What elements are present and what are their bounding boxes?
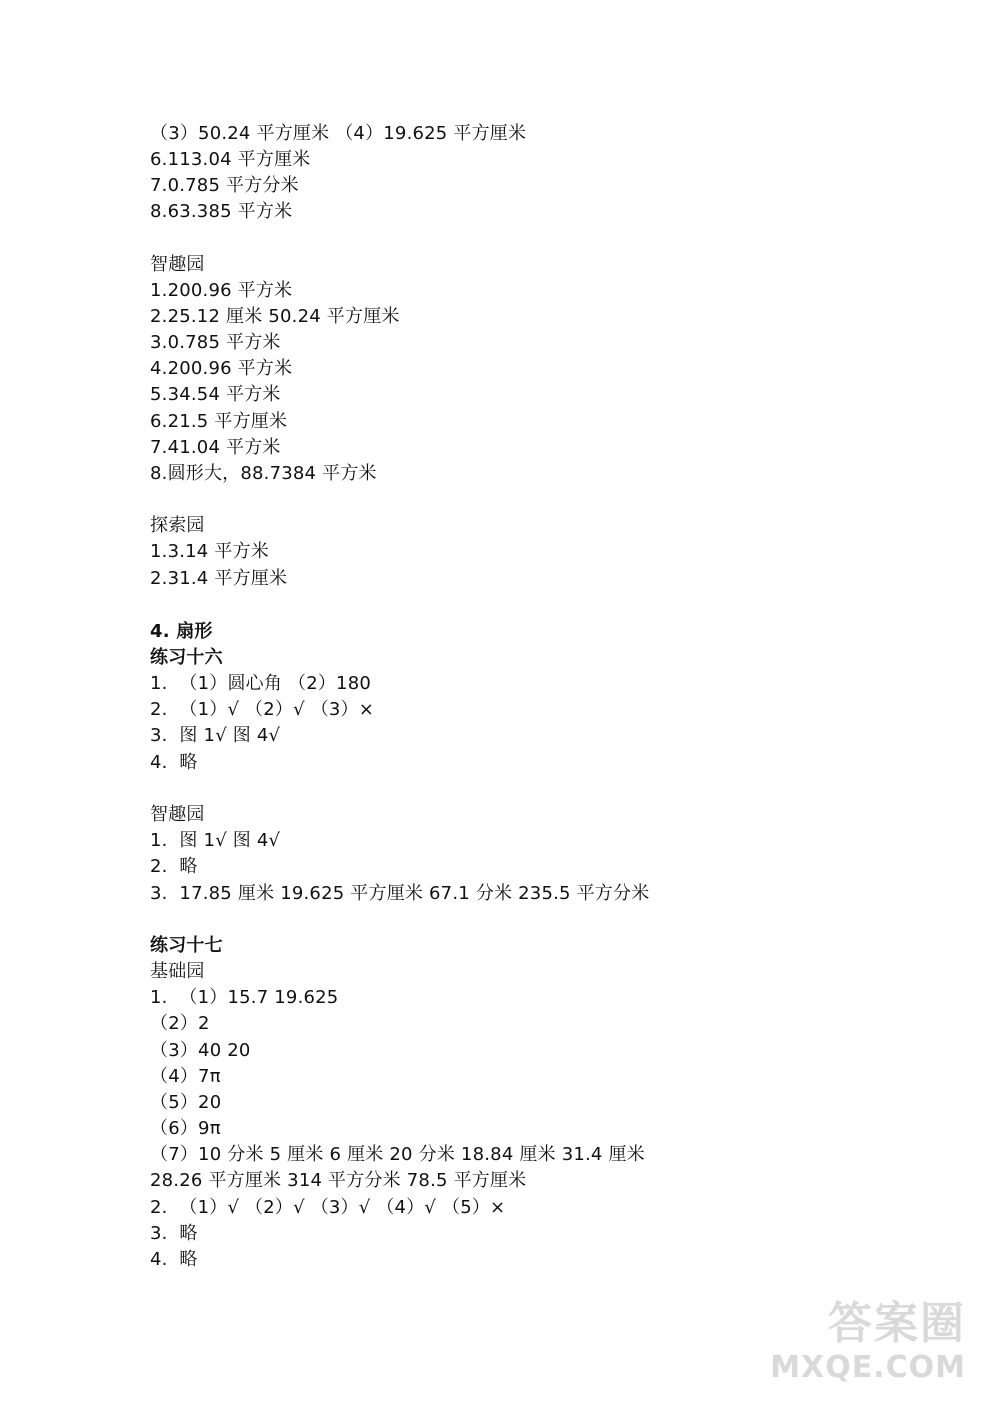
answer-line: （4）7π: [150, 1066, 221, 1087]
answer-line: 3. 略: [150, 1223, 198, 1244]
exercise-title: 练习十七: [150, 935, 223, 956]
answer-line: 4.200.96 平方米: [150, 358, 293, 379]
answer-line: 4. 略: [150, 752, 198, 773]
answer-line: 1.200.96 平方米: [150, 280, 293, 301]
section-heading: 探索园: [150, 515, 205, 536]
answer-line: （7）10 分米 5 厘米 6 厘米 20 分米 18.84 厘米 31.4 厘米: [150, 1144, 645, 1165]
answer-line: 2.31.4 平方厘米: [150, 568, 288, 589]
section-heading: 基础园: [150, 961, 205, 982]
answer-line: （2）2: [150, 1013, 210, 1034]
answer-line: 6.21.5 平方厘米: [150, 411, 288, 432]
answer-line: （5）20: [150, 1092, 222, 1113]
answer-line: 4. 略: [150, 1249, 198, 1270]
section-heading: 智趣园: [150, 254, 205, 275]
answer-line: （6）9π: [150, 1118, 221, 1139]
answer-line: 1. （1）圆心角 （2）180: [150, 673, 371, 694]
watermark-logo: [756, 1298, 966, 1408]
answer-line: 2. 略: [150, 856, 198, 877]
answer-line: 3.0.785 平方米: [150, 332, 281, 353]
watermark-top-text: 答案圈: [828, 1298, 966, 1349]
answer-line: 3. 图 1√ 图 4√: [150, 725, 281, 746]
answer-line: （3）50.24 平方厘米 （4）19.625 平方厘米: [150, 123, 527, 144]
answer-line: 28.26 平方厘米 314 平方分米 78.5 平方厘米: [150, 1170, 527, 1191]
chapter-title: 4. 扇形: [150, 621, 213, 642]
answer-line: 6.113.04 平方厘米: [150, 149, 311, 170]
answer-line: （3）40 20: [150, 1040, 251, 1061]
answer-line: 7.0.785 平方分米: [150, 175, 299, 196]
answer-line: 5.34.54 平方米: [150, 384, 281, 405]
answer-line: 2. （1）√ （2）√ （3）×: [150, 699, 375, 720]
section-heading: 智趣园: [150, 804, 205, 825]
answer-line: 8.63.385 平方米: [150, 201, 293, 222]
answer-line: 7.41.04 平方米: [150, 437, 281, 458]
answer-line: 1. （1）15.7 19.625: [150, 987, 339, 1008]
watermark-bottom-text: MXQE.COM: [770, 1350, 966, 1385]
exercise-title: 练习十六: [150, 647, 223, 668]
answer-line: 2.25.12 厘米 50.24 平方厘米: [150, 306, 400, 327]
answer-line: 8.圆形大，88.7384 平方米: [150, 463, 377, 484]
answer-line: 1. 图 1√ 图 4√: [150, 830, 281, 851]
answer-line: 2. （1）√ （2）√ （3）√ （4）√ （5）×: [150, 1197, 506, 1218]
answer-line: 3. 17.85 厘米 19.625 平方厘米 67.1 分米 235.5 平方分米: [150, 883, 650, 904]
answer-line: 1.3.14 平方米: [150, 541, 269, 562]
